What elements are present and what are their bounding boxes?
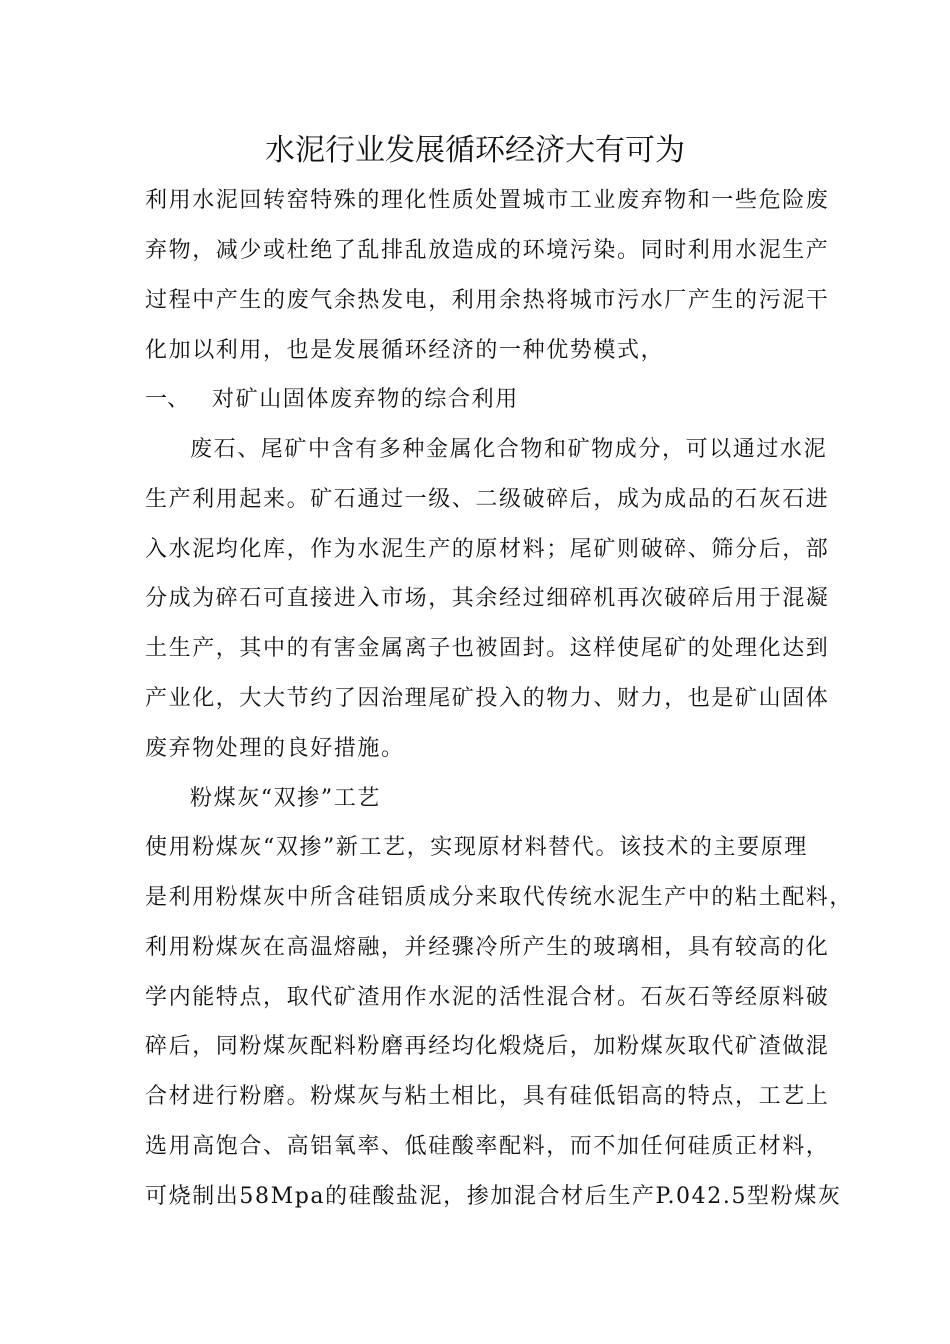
paragraph-line: 入水泥均化库，作为水泥生产的原材料；尾矿则破碎、筛分后，部 xyxy=(145,537,830,562)
section-number: 一、 xyxy=(145,387,190,412)
section-heading: 对矿山固体废弃物的综合利用 xyxy=(212,387,519,412)
document-title: 水泥行业发展循环经济大有可为 xyxy=(265,133,685,168)
paragraph-line: 合材进行粉磨。粉煤灰与粘土相比，具有硅低铝高的特点，工艺上 xyxy=(145,1084,830,1109)
paragraph-line: 土生产，其中的有害金属离子也被固封。这样使尾矿的处理化达到 xyxy=(145,636,830,661)
paragraph-line: 废石、尾矿中含有多种金属化合物和矿物成分，可以通过水泥 xyxy=(190,437,828,462)
paragraph-line: 是利用粉煤灰中所含硅铝质成分来取代传统水泥生产中的粘土配料， xyxy=(145,885,854,910)
paragraph-line: 碎后，同粉煤灰配料粉磨再经均化煅烧后，加粉煤灰取代矿渣做混 xyxy=(145,1034,830,1059)
paragraph-line: 可烧制出58Mpa的硅酸盐泥，掺加混合材后生产P.042.5型粉煤灰 xyxy=(145,1184,842,1209)
intro-line: 过程中产生的废气余热发电，利用余热将城市污水厂产生的污泥干 xyxy=(145,288,830,313)
paragraph-line: 废弃物处理的良好措施。 xyxy=(145,736,405,761)
intro-line: 化加以利用，也是发展循环经济的一种优势模式， xyxy=(145,338,665,363)
paragraph-line: 学内能特点，取代矿渣用作水泥的活性混合材。石灰石等经原料破 xyxy=(145,985,830,1010)
paragraph-line: 利用粉煤灰在高温熔融，并经骤冷所产生的玻璃相，具有较高的化 xyxy=(145,935,830,960)
paragraph-line: 选用高饱合、高铝氧率、低硅酸率配料，而不加任何硅质正材料， xyxy=(145,1134,830,1159)
paragraph-line: 产业化，大大节约了因治理尾矿投入的物力、财力，也是矿山固体 xyxy=(145,686,830,711)
intro-line: 利用水泥回转窑特殊的理化性质处置城市工业废弃物和一些危险废 xyxy=(145,188,830,213)
paragraph-line: 使用粉煤灰“双掺”新工艺，实现原材料替代。该技术的主要原理 xyxy=(145,835,808,860)
intro-line: 弃物，减少或杜绝了乱排乱放造成的环境污染。同时利用水泥生产 xyxy=(145,238,830,263)
paragraph-line: 分成为碎石可直接进入市场，其余经过细碎机再次破碎后用于混凝 xyxy=(145,586,830,611)
subheading: 粉煤灰“双掺”工艺 xyxy=(190,786,381,811)
paragraph-line: 生产利用起来。矿石通过一级、二级破碎后，成为成品的石灰石进 xyxy=(145,487,830,512)
